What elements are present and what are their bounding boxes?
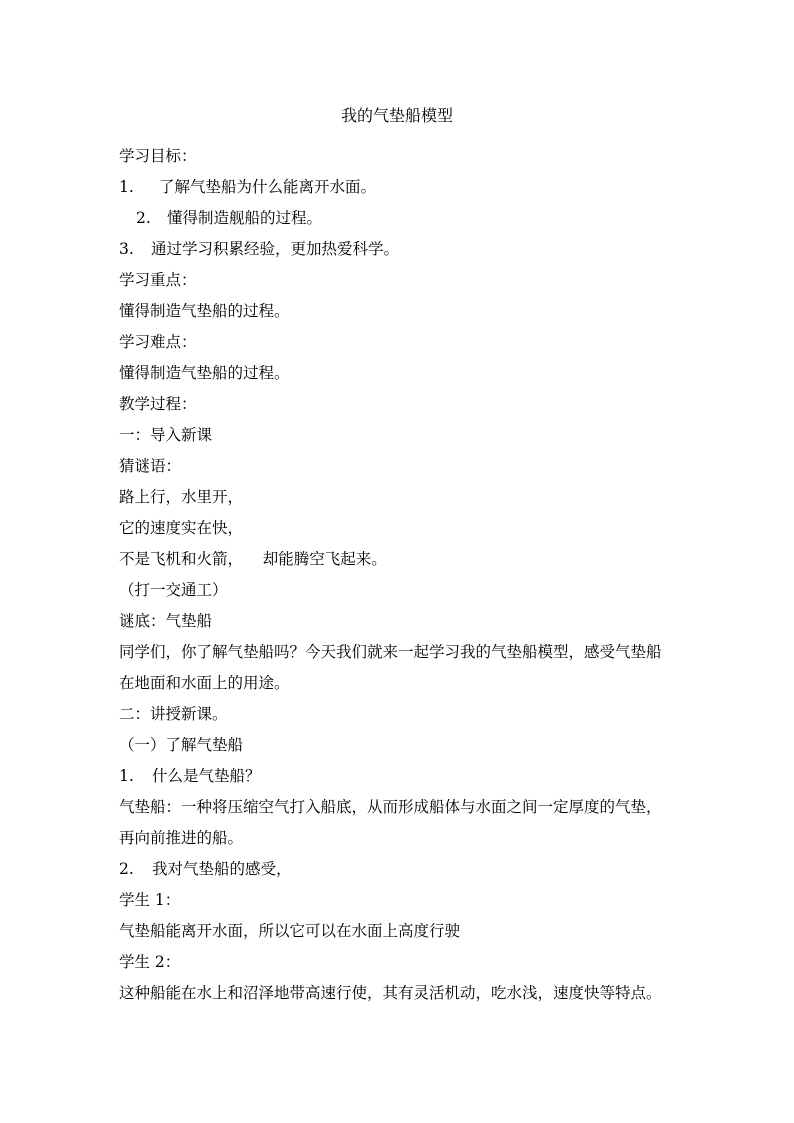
riddle-label: 猜谜语： <box>119 457 182 475</box>
list-text: 通过学习积累经验，更加热爱科学。 <box>151 240 400 258</box>
difficult-point-text: 懂得制造气垫船的过程。 <box>119 364 290 382</box>
list-text: 了解气垫船为什么能离开水面。 <box>159 178 377 196</box>
list-text: 什么是气垫船？ <box>152 767 261 785</box>
list-number: 3. <box>119 240 134 258</box>
list-number: 2. <box>119 860 134 878</box>
list-number: 1. <box>119 767 134 785</box>
list-text: 懂得制造舰船的过程。 <box>167 209 323 227</box>
objective-item-3 <box>119 238 679 260</box>
riddle-hint: （打一交通工） <box>119 581 228 599</box>
heading-key-points: 学习重点： <box>119 271 197 289</box>
student-1-answer: 气垫船能离开水面，所以它可以在水面上高度行驶 <box>119 922 461 940</box>
definition-line-1: 气垫船：一种将压缩空气打入船底，从而形成船体与水面之间一定厚度的气垫， <box>119 798 662 816</box>
paragraph-intro-line-1: 同学们，你了解气垫船吗？今天我们就来一起学习我的气垫船模型，感受气垫船 <box>119 643 662 661</box>
document-title: 我的气垫船模型 <box>340 106 453 125</box>
riddle-answer: 谜底：气垫船 <box>119 612 213 630</box>
list-text: 我对气垫船的感受， <box>152 860 292 878</box>
heading-teaching-process: 教学过程： <box>119 395 197 413</box>
subsection-understand: （一）了解气垫船 <box>119 736 244 754</box>
riddle-line-1: 路上行，水里开， <box>119 488 244 506</box>
heading-difficult-points: 学习难点： <box>119 333 197 351</box>
riddle-line-2: 它的速度实在快， <box>119 519 244 537</box>
section-intro: 一：导入新课 <box>119 426 213 444</box>
definition-line-2: 再向前推进的船。 <box>119 829 244 847</box>
objective-item-2 <box>119 207 679 229</box>
list-number: 2. <box>136 209 151 227</box>
student-2-answer: 这种船能在水上和沼泽地带高速行使，其有灵活机动，吃水浅，速度快等特点。 <box>119 984 662 1002</box>
objective-item-1 <box>119 176 679 198</box>
student-1-label: 学生 1： <box>119 891 181 909</box>
question-item-1 <box>119 765 679 787</box>
question-item-2 <box>119 858 679 880</box>
list-number: 1. <box>119 178 134 196</box>
heading-objectives: 学习目标： <box>119 147 197 165</box>
section-new-lesson: 二：讲授新课。 <box>119 705 228 723</box>
riddle-line-3: 不是飞机和火箭， 却能腾空飞起来。 <box>119 550 387 568</box>
student-2-label: 学生 2： <box>119 953 181 971</box>
paragraph-intro-line-2: 在地面和水面上的用途。 <box>119 674 290 692</box>
key-point-text: 懂得制造气垫船的过程。 <box>119 302 290 320</box>
